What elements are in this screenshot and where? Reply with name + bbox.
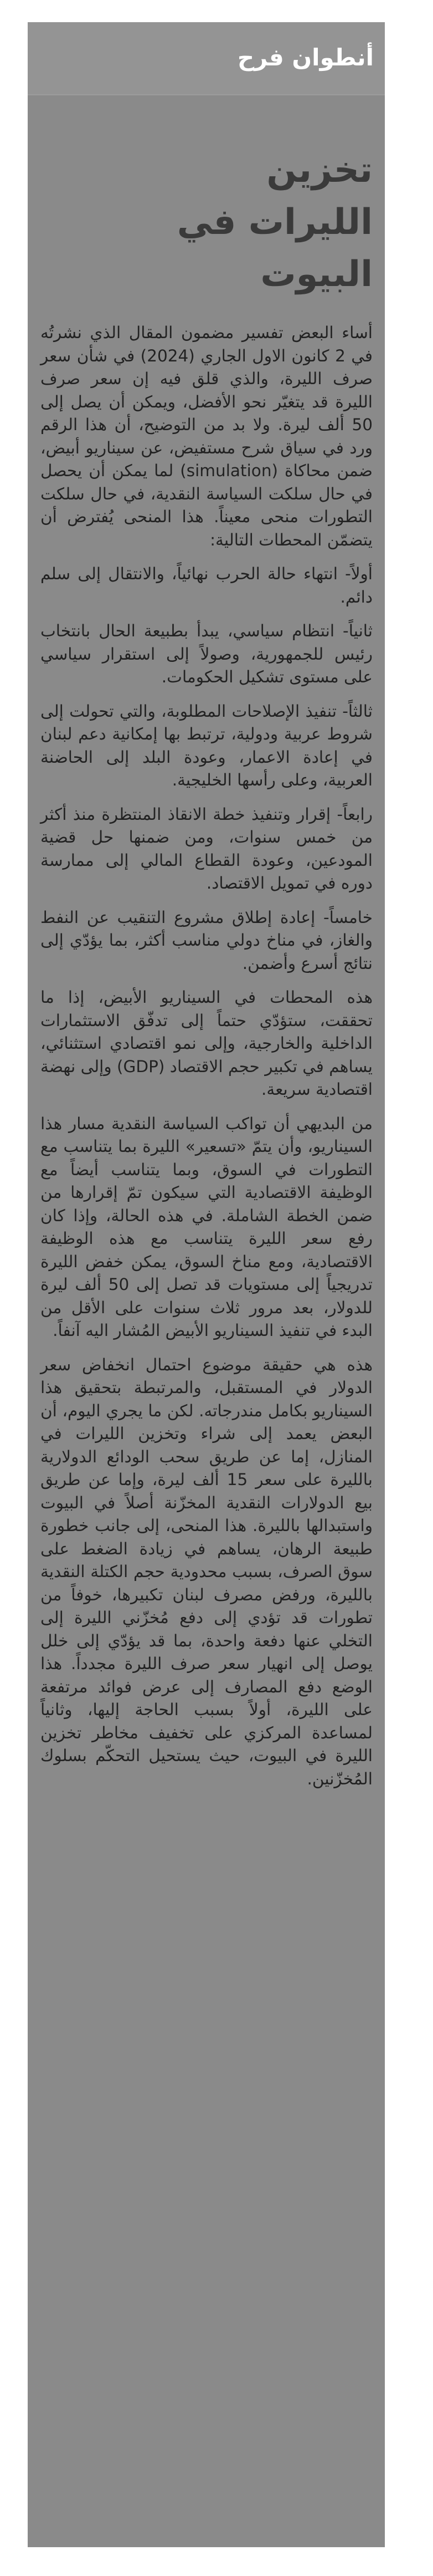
paragraph-point-1: أولاً- انتهاء حالة الحرب نهائياً، والانتقال إلى سلم دائم. — [40, 564, 373, 606]
paragraph-point-4: رابعاً- إقرار وتنفيذ خطة الانقاذ المنتظرة منذ أكثر من خمس سنوات، ومن ضمنها حل قضية المودعين، وعودة القطاع المالي إلى ممارسة دوره في تمويل الاقتصاد. — [40, 804, 373, 892]
paragraph-scenario: هذه المحطات في السيناريو الأبيض، إذا ما تحققت، ستؤدّي حتماً إلى تدفّق الاستثمارات الداخلية والخارجية، وإلى نمو اقتصادي استثنائي، يساهم في تكبير حجم الاقتصاد (GDP) وإلى نهضة اقتصادية سريعة. — [40, 988, 373, 1099]
paragraph-conclusion: هذه هي حقيقة موضوع احتمال انخفاض سعر الدولار في المستقبل، والمرتبطة بتحقيق هذا السيناريو بكامل مندرجاته. لكن ما يجري اليوم، أن البعض يعمد إلى شراء وتخزين الليرات في المنازل، إما عن طريق سحب الودائع الدولارية بالليرة على سعر 15 ألف ليرة، وإما عن طريق بيع الدولارات النقدية المخزّنة أصلاً في البيوت واستبدالها بالليرة. هذا المنحى، إلى جانب خطورة طبيعة الرهان، يساهم في زيادة الضغط على سوق الصرف، بسبب محدودية حجم الكتلة النقدية بالليرة، ورفض مصرف لبنان تكبيرها، خوفاً من تطورات قد تؤدي إلى دفع مُخزّني الليرة إلى التخلي عنها دفعة واحدة، بما قد يؤدّي إلى خلل يوصل إلى انهيار سعر صرف الليرة مجدداً. هذا الوضع دفع المصارف إلى عرض فوائد مرتفعة على الليرة، أولاً بسبب الحاجة إليها، وثانياً لمساعدة المركزي على تخفيف مخاطر تخزين الليرة في البيوت، حيث يستحيل التحكّم بسلوك المُخزّنين. — [40, 1355, 373, 1788]
author-bar — [28, 22, 385, 95]
paragraph-point-5: خامساً- إعادة إطلاق مشروع التنقيب عن النفط والغاز، في مناخ دولي مناسب أكثر، بما يؤدّي إلى نتائج أسرع وأضمن. — [40, 907, 373, 973]
paragraph-intro: أساء البعض تفسير مضمون المقال الذي نشرتُه في 2 كانون الاول الجاري (2024) في شأن سعر صرف الليرة، والذي قلق فيه إن سعر صرف الليرة قد يتغيّر نحو الأفضل، ويمكن أن يصل إلى 50 ألف ليرة. ولا بد من التوضيح، أن هذا الرقم ورد في سياق شرح مستفيض، عن سيناريو أبيض، ضمن محاكاة (simulation) لما يمكن أن يحصل في حال سلكت السياسة النقدية، في حال سلكت التطورات منحى معيناً. هذا المنحى يُفترض أن يتضمّن المحطات التالية: — [40, 323, 373, 549]
paragraph-point-3: ثالثاً- تنفيذ الإصلاحات المطلوبة، والتي تحولت إلى شروط عربية ودولية، ترتبط بها إمكانية دعم لبنان في إعادة الاعمار، وعودة البلد إلى الحاضنة العربية، وعلى رأسها الخليجية. — [40, 701, 373, 789]
paragraph-point-2: ثانياً- انتظام سياسي، يبدأ بطبيعة الحال بانتخاب رئيس للجمهورية، وصولاً إلى استقرار سياسي على مستوى تشكيل الحكومات. — [40, 621, 373, 686]
paragraph-monetary-policy: من البديهي أن تواكب السياسة النقدية مسار هذا السيناريو، وأن يتمّ «تسعير» الليرة بما يتناسب مع التطورات في السوق، وبما يتناسب أيضاً مع الوظيفة الاقتصادية التي سيكون تمّ إقرارها من ضمن الخطة الشاملة. في هذه الحالة، وإذا كان رفع سعر الليرة يتناسب مع هذه الوظيفة الاقتصادية، ومع مناخ السوق، يمكن خفض الليرة تدريجياً إلى مستويات قد تصل إلى 50 ألف ليرة للدولار، بعد مرور ثلاث سنوات على الأقل من البدء في تنفيذ السيناريو الأبيض المُشار اليه آنفاً. — [40, 1114, 373, 1340]
article-title: تخزين الليرات في البيوت — [177, 150, 373, 295]
article-body — [40, 322, 373, 1802]
author-name[interactable]: أنطوان فرح — [237, 44, 374, 71]
article-card — [28, 22, 385, 2547]
